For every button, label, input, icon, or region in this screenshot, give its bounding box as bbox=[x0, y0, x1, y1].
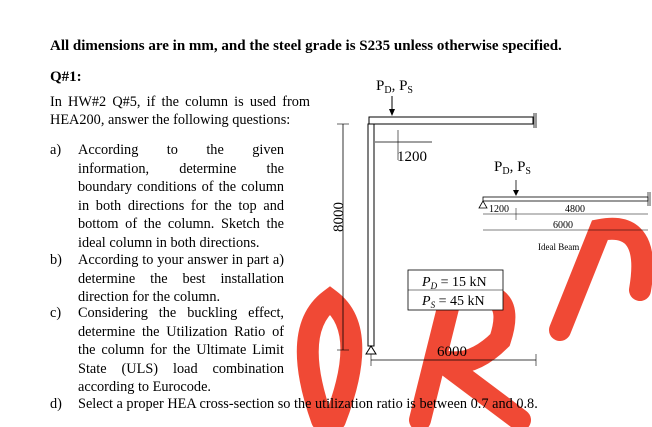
beam-fixed-support bbox=[534, 113, 536, 128]
load-pd: $P_D = 15$ kN bbox=[422, 275, 487, 291]
dim-top-label: 1200 bbox=[397, 149, 427, 165]
item-text: Considering the buckling effect, determine the Utilization Ratio of the column for the Ultimate Limit State (ULS) load combination according to Eurocode. bbox=[78, 305, 284, 396]
inset-dim-left: 1200 bbox=[489, 204, 509, 215]
item-text: According to your answer in part a) determine the best installation direction for the column. bbox=[78, 252, 284, 306]
inset-load-label: $P_D$, $P_S$ bbox=[494, 159, 531, 177]
item-text: According to the given information, determine the boundary conditions of the column in both directions for the top and bottom of the column. Sketch the ideal column in both directions. bbox=[78, 142, 284, 251]
inset-pin-support bbox=[479, 201, 487, 208]
main-load-arrowhead bbox=[389, 109, 395, 116]
item-text: Select a proper HEA cross-section so the utilization ratio is between 0.7 and 0.8. bbox=[78, 396, 538, 412]
item-label: d) bbox=[50, 396, 62, 412]
question-intro: In HW#2 Q#5, if the column is used from HEA200, answer the following questions: bbox=[50, 94, 310, 128]
load-ps: $P_S = 45$ kN bbox=[422, 294, 485, 310]
inset-load-arrow bbox=[513, 190, 519, 196]
inset-dim-total: 6000 bbox=[553, 220, 573, 231]
header-note: All dimensions are in mm, and the steel grade is S235 unless otherwise specified. bbox=[50, 38, 562, 54]
inset-fixed-support bbox=[648, 192, 650, 206]
beam bbox=[369, 117, 533, 124]
dim-bottom-label: 6000 bbox=[437, 344, 467, 360]
inset-dim-right: 4800 bbox=[565, 204, 585, 215]
main-load-label: $P_D$, $P_S$ bbox=[376, 78, 413, 96]
item-label: b) bbox=[50, 252, 62, 268]
inset-beam bbox=[483, 197, 648, 201]
item-label: c) bbox=[50, 305, 62, 321]
question-label: Q#1: bbox=[50, 69, 82, 85]
inset-caption: Ideal Beam bbox=[538, 242, 580, 252]
dim-height-label: 8000 bbox=[331, 202, 347, 232]
item-label: a) bbox=[50, 142, 62, 158]
column-base-support bbox=[366, 346, 376, 354]
column bbox=[368, 124, 374, 346]
